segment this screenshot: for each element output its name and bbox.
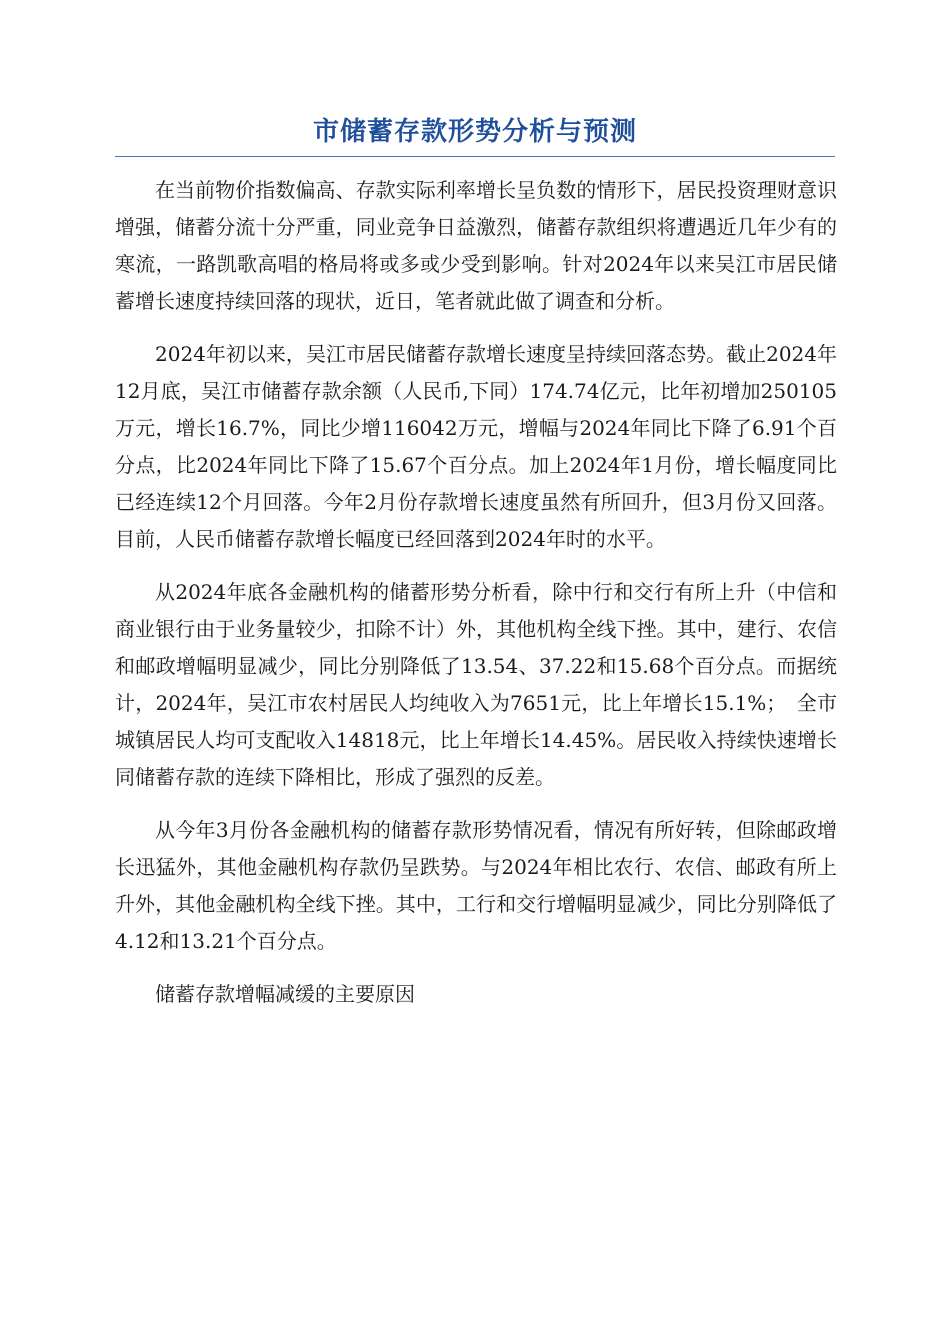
document-body: [115, 172, 837, 1029]
paragraph-intro: 在当前物价指数偏高、存款实际利率增长呈负数的情形下，居民投资理财意识增强，储蓄分流十分严重，同业竞争日益激烈，储蓄存款组织将遭遇近几年少有的寒流，一路凯歌高唱的格局将或多或少受到影响。针对2024年以来吴江市居民储蓄增长速度持续回落的现状，近日，笔者就此做了调查和分析。: [115, 178, 837, 313]
paragraph-institution-analysis: 从2024年底各金融机构的储蓄形势分析看，除中行和交行有所上升（中信和商业银行由于业务量较少，扣除不计）外，其他机构全线下挫。其中，建行、农信和邮政增幅明显减少，同比分别降低了13.54、37.22和15.68个百分点。而据统计，2024年，吴江市农村居民人均纯收入为7651元，比上年增长15.1%； 全市城镇居民人均可支配收入14818元，比上年增长14.45%。居民收入持续快速增长同储蓄存款的连续下降相比，形成了强烈的反差。: [115, 580, 837, 789]
paragraph-deposit-trend: 2024年初以来，吴江市居民储蓄存款增长速度呈持续回落态势。截止2024年12月底，吴江市储蓄存款余额（人民币,下同）174.74亿元，比年初增加250105万元，增长16.7%，同比少增116042万元，增幅与2024年同比下降了6.91个百分点，比2024年同比下降了15.67个百分点。加上2024年1月份，增长幅度同比已经连续12个月回落。今年2月份存款增长速度虽然有所回升，但3月份又回落。目前，人民币储蓄存款增长幅度已经回落到2024年时的水平。: [115, 342, 837, 551]
paragraph-march-situation: 从今年3月份各金融机构的储蓄存款形势情况看，情况有所好转，但除邮政增长迅猛外，其他金融机构存款仍呈跌势。与2024年相比农行、农信、邮政有所上升外，其他金融机构全线下挫。其中，工行和交行增幅明显减少，同比分别降低了4.12和13.21个百分点。: [115, 818, 837, 953]
section-heading: 储蓄存款增幅减缓的主要原因: [155, 982, 415, 1006]
title-block: [115, 112, 835, 157]
document-title: 市储蓄存款形势分析与预测: [312, 117, 637, 147]
